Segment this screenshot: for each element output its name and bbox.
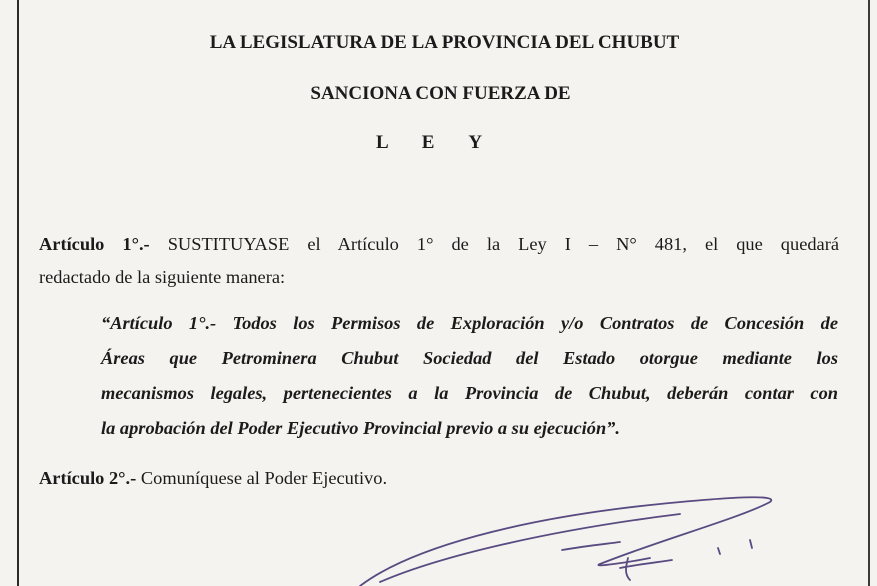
article-1-line-1 <box>39 228 839 261</box>
article-1-quote <box>101 306 838 446</box>
quote-line: la aprobación del Poder Ejecutivo Provincial previo a su ejecución”. <box>101 418 620 438</box>
ley-letter-y: Y <box>468 132 483 153</box>
ley-letter-e: E <box>421 132 435 153</box>
handwritten-signature <box>300 478 820 586</box>
article-1 <box>39 228 839 294</box>
heading-legislature: LA LEGISLATURA DE LA PROVINCIA DEL CHUBUT <box>209 32 680 53</box>
article-2-label: Artículo 2°.- <box>39 468 137 488</box>
heading-sanciona: SANCIONA CON FUERZA DE <box>310 83 571 104</box>
quote-line: Áreas que Petrominera Chubut Sociedad del Estado otorgue mediante los <box>101 348 838 368</box>
ley-letter-l: L <box>376 132 389 153</box>
article-2-text: Comuníquese al Poder Ejecutivo. <box>140 468 388 488</box>
heading-ley <box>376 132 506 154</box>
article-1-label: Artículo 1°.- <box>39 234 150 254</box>
article-1-text-2: redactado de la siguiente manera: <box>39 267 286 287</box>
quote-line: “Artículo 1°.- Todos los Permisos de Exploración y/o Contratos de Concesión de <box>101 313 838 333</box>
article-1-text-1: SUSTITUYASE el Artículo 1° de la Ley I – N° 481, el que quedará <box>167 234 840 254</box>
quote-line: mecanismos legales, pertenecientes a la Provincia de Chubut, deberán contar con <box>101 383 838 403</box>
